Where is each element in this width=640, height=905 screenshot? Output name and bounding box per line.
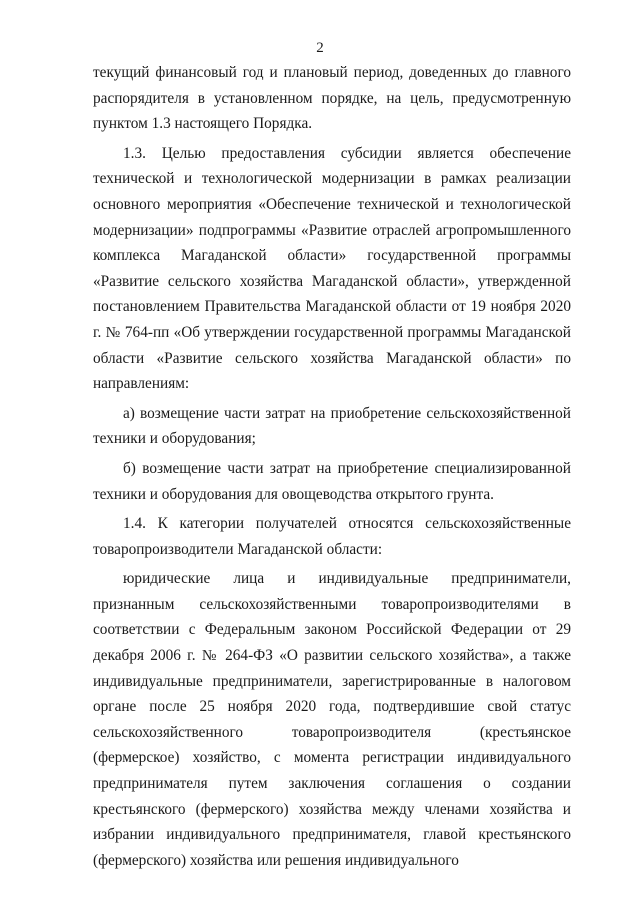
paragraph-1-4: 1.4. К категории получателей относятся сельскохозяйственные товаропроизводители Магаданской области: [93, 515, 571, 558]
page-number: 2 [316, 40, 324, 56]
paragraph-item-a: а) возмещение части затрат на приобретение сельскохозяйственной техники и оборудования; [93, 404, 571, 448]
paragraph-recipients: юридические лица и индивидуальные предприниматели, признанным сельскохозяйственными товаропроизводителями в соответствии с Федеральным законом Российской Федерации от 29 декабря 2006 г. № 264-ФЗ «О развитии сельского хозяйства», а также индивидуальные предприниматели, зарегистрированные в налоговом органе после 25 ноября 2020 года, подтвердившие свой статус сельскохозяйственного товаропроизводителя (крестьянское (фермерское) хозяйство, с момента регистрации индивидуального предпринимателя путем заключения соглашения о создании крестьянского (фермерского) хозяйства между членами хозяйства и избрании индивидуального предпринимателя, главой крестьянского (фермерского) хозяйства или решения индивидуального [93, 570, 571, 869]
paragraph-continuation: текущий финансовый год и плановый период, доведенных до главного распорядителя в установленном порядке, на цель, предусмотренную пунктом 1.3 настоящего Порядка. [93, 64, 571, 133]
paragraph-item-b: б) возмещение части затрат на приобретение специализированной техники и оборудования для овощеводства открытого грунта. [93, 459, 571, 503]
paragraph-1-3: 1.3. Целью предоставления субсидии является обеспечение технической и технологической модернизации в рамках реализации основного мероприятия «Обеспечение технической и технологической модернизации» подпрограммы «Развитие отраслей агропромышленного комплекса Магаданской области» государственной программы «Развитие сельского хозяйства Магаданской области», утвержденной постановлением Правительства Магаданской области от 19 ноября 2020 г. № 764-пп «Об утверждении государственной программы Магаданской области «Развитие сельского хозяйства Магаданской области» по направлениям: [93, 144, 571, 393]
document-body [93, 60, 571, 873]
